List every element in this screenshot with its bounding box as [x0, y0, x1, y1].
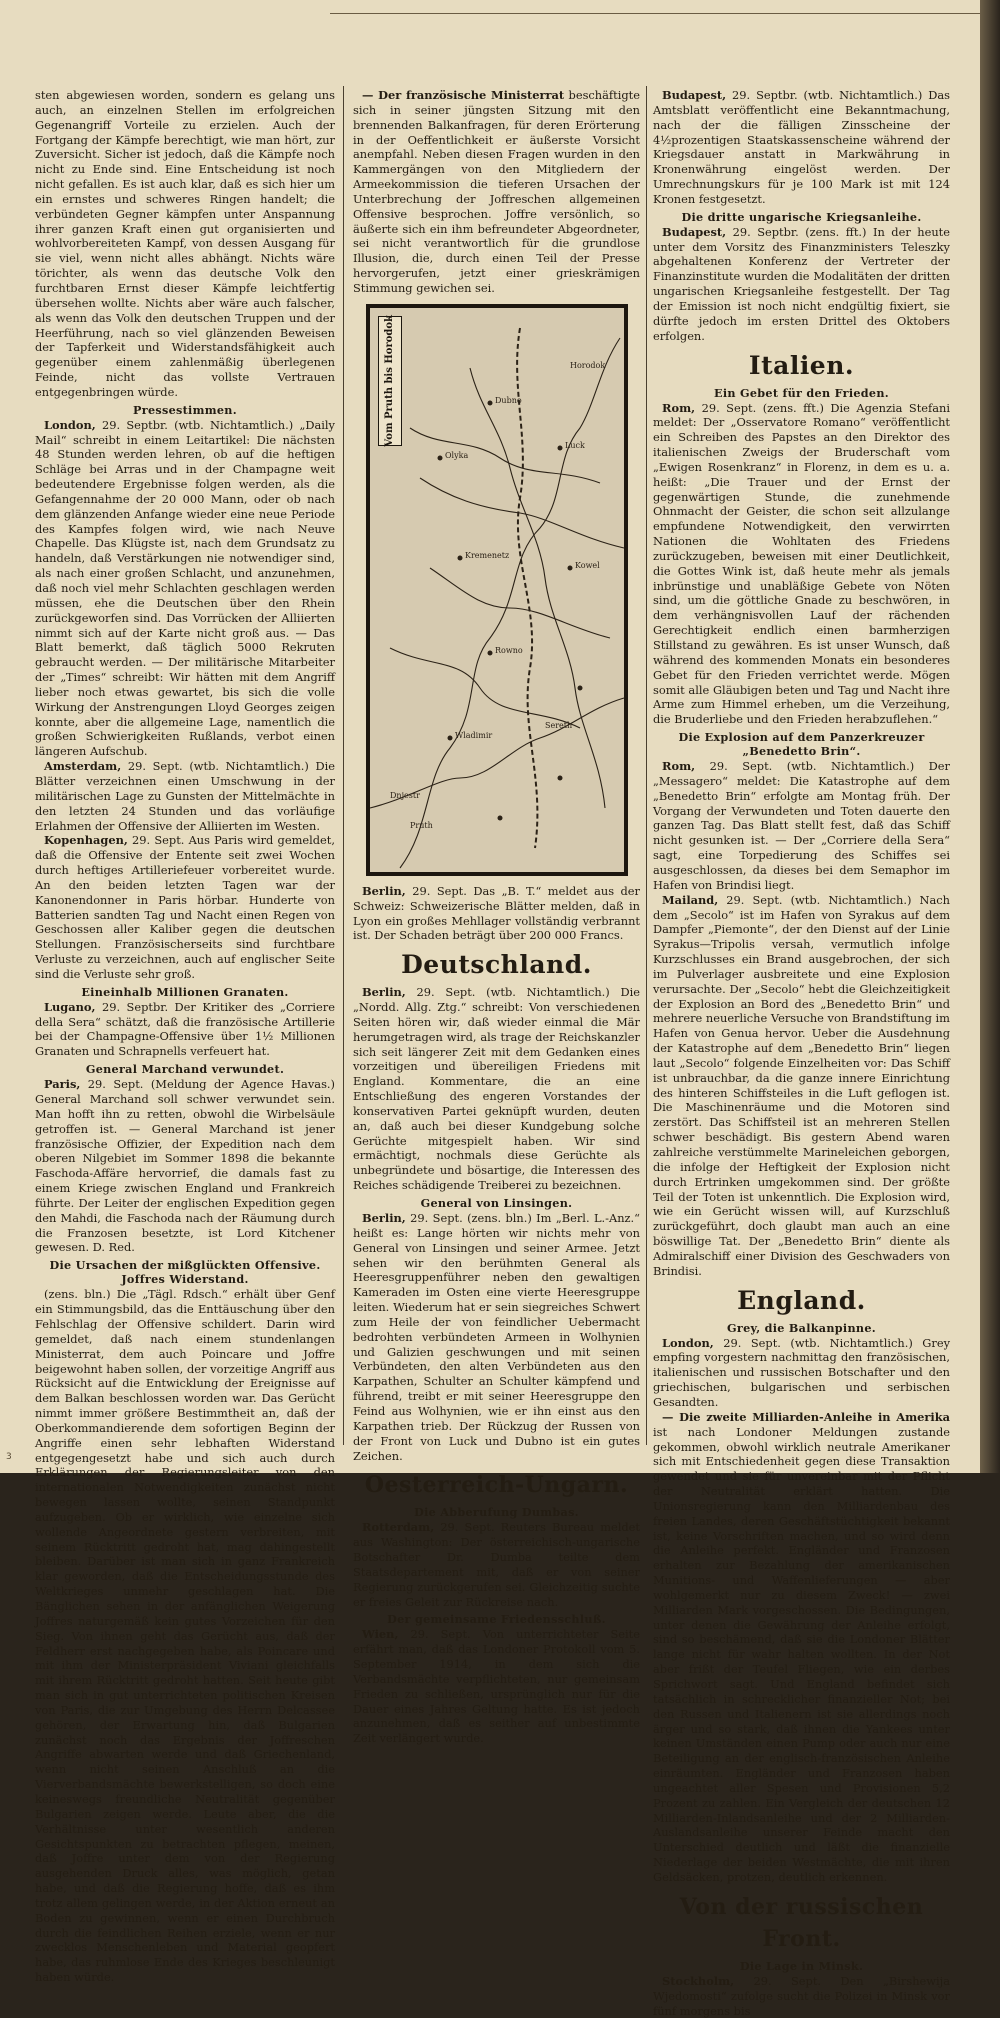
article-paragraph: sten abgewiesen worden, sondern es gelang uns auch, an einzelnen Stellen im erfolgreichen Gegenangriff Vorteile zu erzielen. Auch der Fortgang der Kämpfe berechtigt, wie man hört, zur Zuversicht. Sicher ist jedoch, daß die Kämpfe noch nicht zu Ende sind. Eine Entscheidung ist noch nicht gefallen. Es ist auch klar, daß es sich hier um ein ernstes und schweres Ringen handelt; die verbündeten Gegner kämpfen unter Anspannung ihrer ganzen Kraft einen gut organisierten und wohlvorbereiteten Kampf, von dessen Ausgang für sie viel, wenn nicht alles abhängt. Nichts wäre törichter, als wenn das deutsche Volk den furchtbaren Ernst dieser Kämpfe leichtfertig übersehen wollte. Nichts aber wäre auch falscher, als wenn das Volk den deutschen Truppen und der Heerführung, nach so viel glänzenden Beweisen der Tapferkeit und Widerstandsfähigkeit auch gegenüber einem zahlenmäßig überlegenen Feinde, nicht das vollste Vertrauen entgegenbringen würde.	[35, 88, 335, 399]
column-3	[653, 88, 950, 2018]
section-heading: Die dritte ungarische Kriegsanleihe.	[681, 209, 922, 224]
section-heading: Die Lage in Minsk.	[739, 1958, 864, 1973]
country-heading: Von der russischen Front.	[679, 1893, 924, 1952]
dateline: Amsterdam,	[44, 759, 122, 774]
article-text: 29. Sept. (Meldung der Agence Havas.) General Marchand soll schwer verwundet sein. Man hofft ihn zu retten, obwohl die Wirbelsäule getroffen ist. — General Marchand ist jener französische Offizier, der Expedition nach dem oberen Nilgebiet im Sommer 1898 die bekannte Faschoda-Affäre hervorrief, die damals fast zu einem Kriege zwischen England und Frankreich führte. Der Leiter der englischen Expedition gegen den Mahdi, die Faschoda nach der Räumung durch die Franzosen besetzte, ist Lord Kitchener gewesen. D. Red.	[35, 1077, 335, 1255]
column-rule	[646, 86, 647, 1445]
section-heading: General von Linsingen.	[420, 1196, 573, 1210]
column-1	[35, 88, 335, 1985]
article-text: 29. Sept. Von unterrichteter Seite erfährt man, daß das Londoner Protokoll vom 5. September 1914, in dem sich die Verbandsmächte verpflichteten, nur gemeinsam Frieden zu schließen, ursprünglich nur für die Dauer eines Jahres Geltung hatte. Es ist jedoch anzunehmen, daß es seither auf unbestimmte Zeit verlängert wurde.	[353, 1627, 640, 1746]
map-label: Dubno	[495, 395, 522, 405]
article-text: 29. Sept. (wtb. Nichtamtlich.) Die Blätter verzeichnen einen Umschwung in der militärischen Lage zu Gunsten der Mittelmächte in den letzten 24 Stunden und das vorläufige Erlahmen der Offensive der Alliierten im Westen.	[35, 759, 335, 833]
dateline: Rom,	[662, 400, 696, 415]
section-heading: Der gemeinsame Friedensschluß.	[387, 1612, 606, 1627]
article-paragraph	[35, 759, 335, 833]
dateline: Berlin,	[362, 1211, 406, 1225]
article-paragraph	[35, 1077, 335, 1255]
article-headline: — Der französische Ministerrat	[362, 88, 565, 102]
article-paragraph	[353, 985, 640, 1193]
article-paragraph	[353, 1627, 640, 1746]
dateline: Paris,	[44, 1077, 81, 1092]
article-paragraph	[35, 1000, 335, 1059]
map-figure	[366, 304, 628, 876]
article-text: ist nach Londoner Meldungen zustande gekommen, obwohl wirklich neutrale Amerikaner sich mit Entschiedenheit gegen diese Transaktion gewendet und sie für unvereinbar mit der Pflicht der Neutralität erklärt hatten. Die Unionsregierung kann den Milliardenbau des freien Landes, deren Geschäftstüchtigkeit bekannt ist, keine Vorschriften machen, und so wird denn die Anleihe perfekt. Engländer und Franzosen erhalten zur Bezahlung der amerikanischen Munitions- und Waffenlieferungen — aber wohlgemerkt nur zu diesem Zweck! — zwei Milliarden Mark vorgeschossen. Die Bedingungen, unter denen die Gewährung der Anleihe erfolgt, sind so beschämend, daß sie die Londoner Blätter lange nicht für wahr halten wollten. In der Not aber frißt der Teufel Fliegen, wie ein derbes Sprichwort sagt. Und England befindet sich tatsächlich in schrecklicher finanzieller Not; bei den Russen und Italienern ist sie allerdings noch ärger und so stark, daß ihnen die Yankees unter keinen Umständen einen Pump oder auch nur eine Beteiligung an der englisch-französischen Anleihe einräumten. Engländer und Franzosen haben ungeachtet aller Spesen und Provisionen 5,2 Prozent zu zahlen. Ein Vergleich der deutschen 12 Milliarden-Inlandsanleihe und der 2 Milliarden-Auslandsanleihe unserer Feinde macht den Unterschied deutlich und läßt die finanzielle Niederlage der beiden Westmächte, die mit ihren Geldsäcken, protzen, deutlich erkennen.	[653, 1424, 950, 1884]
section-heading: Die Explosion auf dem Panzerkreuzer „Benedetto Brin“.	[678, 730, 925, 759]
map-label: Wladimir	[455, 730, 493, 740]
article-paragraph	[653, 401, 950, 728]
map-label: Horodok	[570, 360, 606, 370]
map-label: Kremenetz	[465, 550, 510, 560]
article-paragraph: (zens. bln.) Die „Tägl. Rdsch.“ erhält über Genf ein Stimmungsbild, das die Enttäuschung über den Fehlschlag der Offensive schildert. Darin wird gemeldet, daß nach einem stundenlangen Ministerrat, dem auch Poincare und Joffre beigewohnt haben sollen, der vorzeitige Angriff aus Rücksicht auf die Entwicklung der Ereignisse auf dem Balkan beschlossen worden war. Das Gerücht nimmt immer größere Bestimmtheit an, daß der Oberkommandierende dem sofortigen Beginn der Angriffe einen sehr lebhaften Widerstand entgegengesetzt habe und sich auch durch Erklärungen der Regierungsleiter von den internationalen Notwendigkeiten zunächst nicht bewegen lassen wollte, seinen Standpunkt aufzugeben. Ob er wirklich, wie einzelne sich wollende Angeordnete gestern verbreiten, mit seinem Rücktritt gedroht hat, mag dahingestellt bleiben. Darüber ist man sich in ganz Frankreich klar geworden, daß die Entscheidungsstunde des Weltkrieges unmehr geschlagen hat. Die Bänglichen sehen in der anfänglichen Weigerung Joffres naturgemäß kein gutes Vorzeichen für den Sieg. Von ihnen geht das Gerücht aus, daß der Feldherr erst nachgegeben habe, als Poincare und mit ihm der Ministerpräsident Viviani gleichfalls mit ihrem Rücktritt gedroht hatten. Seit heute gibt man sich in gut unterrichteten politischen Kreisen von Paris, die zur Umgebung des Herrn Delcassee gehören, der Erwartung hin, daß Bulgarien zunächst noch das Ergebnis der Joffreschen Angriffe abwarten werde und daß Griechenland, wenn nicht seinen Anschluß an die Vierverbandsmächte bewerkstelligen, so doch eine keineswegs freundliche Neutralität gegenüber Bulgarien zeigen werde. Leute aber, die die Verhältnisse unter wesentlich anderen Gesichtspunkten zu betrachten pflegen, meinen, daß Joffre unter dem von der Regierung ausgehenden Druck alles, was möglich, getan habe, und daß die Regierung hoffe, daß es ihm trotz allem gelingen werde, in der Aktion erneut an Boden zu gewinnen, wenn er einen Durchbruch durch die feindlichen Reihen erziele, wenn er nur zwecklos Menschenleben und Material geopfert habe, das ruhmlose Ende des Krieges beschleunigt haben würde.	[35, 1287, 335, 1985]
map-label: Kowel	[575, 560, 600, 570]
article-paragraph	[653, 1410, 950, 1885]
article-paragraph	[653, 759, 950, 893]
section-heading: Die Abberufung Dumbas.	[414, 1505, 579, 1520]
map-label: Sereth	[545, 720, 573, 730]
page-number: 3	[6, 1452, 12, 1462]
article-paragraph	[353, 1211, 640, 1463]
article-text: 29. Sept. (wtb. Nichtamtlich.) Der „Messagero“ meldet: Die Katastrophe auf dem „Benedetto Brin“ erfolgte am Montag früh. Der Vorgang der Verwundeten und Toten dauerte den ganzen Tag. Das Blatt stellt fest, daß das Schiff nicht gesunken ist. — Der „Corriere della Sera“ sagt, eine Torpedierung des Schiffes sei ausgeschlossen, da dieses bei dem Semaphor im Hafen von Brindisi liegt.	[653, 759, 950, 892]
article-paragraph	[653, 225, 950, 344]
dateline: Wien,	[362, 1627, 399, 1642]
column-rule	[343, 86, 344, 1445]
country-heading: Deutschland.	[401, 950, 592, 980]
article-paragraph	[353, 884, 640, 943]
section-heading: Ein Gebet für den Frieden.	[714, 385, 889, 400]
article-text: 29. Septbr. (zens. fft.) In der heute unter dem Vorsitz des Finanzministers Teleszky abgehaltenen Konferenz der Vertreter der Finanzinstitute wurden die Modalitäten der dritten ungarischen Kriegsanleihe festgestellt. Der Tag der Emission ist noch nicht endgültig fixiert, sie dürfte jedoch im ersten Drittel des Oktobers erfolgen.	[653, 224, 950, 343]
article-text: 29. Sept. (wtb. Nichtamtlich.) Die „Nordd. Allg. Ztg.“ schreibt: Von verschiedenen Seiten hören wir, daß wieder einmal die Mär herumgetragen wird, als trage der Reichskanzler sich seit längerer Zeit mit dem Gedanken eines vorzeitigen und übereiligen Friedens mit England. Kommentare, die an eine Entschließung des engeren Vorstandes der konservativen Partei geknüpft wurden, deuten an, daß auch bei dieser Kundgebung solche Gerüchte mitgespielt haben. Wir sind ermächtigt, nochmals diese Gerüchte als unbegründete und bösartige, die Interessen des Reiches schädigende Treiberei zu bezeichnen.	[353, 985, 640, 1193]
article-text: 29. Sept. Den „Birshewija Wjedomosti“ zufolge sucht die Polizei in Minsk vor fünf morgens bis	[653, 1973, 950, 2018]
country-heading: Oesterreich-Ungarn.	[364, 1472, 629, 1499]
map-drawing	[370, 308, 624, 872]
map-title: Vom Pruth bis Horodok	[383, 315, 395, 447]
dateline: Lugano,	[44, 999, 96, 1014]
dateline: Rotterdam,	[362, 1520, 435, 1535]
article-paragraph	[35, 833, 335, 981]
header-rule	[330, 0, 980, 14]
article-text: 29. Sept. (zens. bln.) Im „Berl. L.-Anz.“ heißt es: Lange hörten wir nichts mehr von General von Linsingen und seiner Armee. Jetzt sehen wir den berühmten General als Heeresgruppenführer neben den gewaltigen Kameraden im Osten eine vierte Heeresgruppe leiten. Wiederum hat er sein siegreiches Schwert zum Heile der von feindlicher Uebermacht bedrohten verbündeten Armeen in Wolhynien und Galizien geschwungen und mit seinen Verbündeten, den alten Verbündeten aus den Karpathen, Schulter an Schulter kämpfend und führend, treibt er mit seiner Heeresgruppe den Feind aus Wolhynien, wie er ihn einst aus den Karpathen trieb. Der Rückzug der Russen von der Front von Luck und Dubno ist ein gutes Zeichen.	[353, 1211, 640, 1463]
article-paragraph	[653, 1336, 950, 1410]
article-text: 29. Sept. Reuters Bureau meldet aus Washington: Der österreichisch-ungarische Botschafter Dr. Dumba teilte dem Staatsdepartement mit, daß er von seiner Regierung zurückgerufen sei. Gleichzeitig suchte er freies Geleit zur Rückreise nach.	[353, 1520, 640, 1609]
dateline: Budapest,	[662, 88, 727, 102]
article-paragraph	[35, 418, 335, 759]
article-text: 29. Septbr. Der Kritiker des „Corriere della Sera“ schätzt, daß die französische Artillerie bei der Champagne-Offensive über 1½ Millionen Granaten und Schrapnells verfeuert hat.	[35, 999, 335, 1059]
map-label: Rowno	[495, 645, 523, 655]
dateline: Berlin,	[362, 883, 406, 898]
article-text: 29. Septbr. (wtb. Nichtamtlich.) „Daily Mail“ schreibt in einem Leitartikel: Die nächsten 48 Stunden werden lehren, ob auf die heftigen Schläge bei Arras und in der Champagne weit bedeutendere Ergebnisse folgen werden, als die Gefangennahme der 20 000 Mann, oder ob nach dem glänzenden Anfange wieder eine neue Periode des Kampfes folgen wird, wie nach Neuve Chapelle. Das Klügste ist, nach dem Grundsatz zu handeln, daß Verstärkungen nie notwendiger sind, als nach einer großen Schlacht, und anzunehmen, daß noch viel mehr Schlachten geschlagen werden müssen, ehe die Deutschen über den Rhein zurückgeworfen sind. Das Vorrücken der Alliierten nimmt sich auf der Karte nicht groß aus. — Das Blatt bemerkt, daß täglich 5000 Rekruten gebraucht werden. — Der militärische Mitarbeiter der „Times“ schreibt: Wir hätten mit dem Angriff lieber noch etwas gewartet, bis sich die volle Wirkung der Anstrengungen Lloyd Georges zeigen konnte, aber die allgemeine Lage, namentlich die großen Schwierigkeiten Rußlands, verbot einen längeren Aufschub.	[35, 417, 335, 759]
article-headline: — Die zweite Milliarden-Anleihe in Amerika	[662, 1409, 950, 1424]
dateline: Budapest,	[662, 224, 727, 239]
dateline: Mailand,	[662, 892, 719, 907]
dateline: Rom,	[662, 759, 696, 774]
section-heading: Eineinhalb Millionen Granaten.	[81, 984, 289, 999]
country-heading: England.	[737, 1285, 866, 1315]
article-text: 29. Sept. Aus Paris wird gemeldet, daß die Offensive der Entente seit zwei Wochen durch heftiges Artilleriefeuer vorbereitet wurde. An den beiden letzten Tagen war der Kanonendonner in Paris hörbar. Hunderte von Batterien sandten Tag und Nacht einen Regen von Geschossen aller Kaliber gegen die deutschen Stellungen. Französischerseits sind furchtbare Verluste zu verzeichnen, auch auf englischer Seite sind die Verluste sehr groß.	[35, 833, 335, 981]
article-paragraph	[653, 88, 950, 207]
section-heading: General Marchand verwundet.	[85, 1062, 285, 1077]
article-text: 29. Sept. (zens. fft.) Die Agenzia Stefani meldet: Der „Osservatore Romano“ veröffentlicht ein Schreiben des Papstes an den Direktor des italienischen Zweigs der Bruderschaft vom „Ewigen Rosenkranz“ in Florenz, in dem es u. a. heißt: „Die Trauer und der Ernst der gegenwärtigen Stunde, die zunehmende Ohnmacht der Geister, die schon seit allzulange empfundene Notwendigkeit, den verwirrten Nationen die Wohltaten des Friedens zurückzugeben, beweisen mit einer Deutlichkeit, die Gottes Wink ist, daß heute mehr als jemals inbrünstige und unabläßige Gebete von Nöten sind, um die göttliche Gnade zu beschwören, in dem verhängnisvollen Lauf der rächenden Gerechtigkeit endlich einen barmherzigen Stillstand zu gewähren. Es ist unser Wunsch, daß während des kommenden Monats ein besonderes Gebet für den Frieden verrichtet werde. Mögen somit alle Gläubigen beten und Tag und Nacht ihre Arme zum Himmel erheben, um die Verzeihung, die Bruderliebe und den Frieden herabzuflehen.“	[653, 400, 950, 727]
column-2	[353, 88, 640, 1746]
map-label: Luck	[565, 440, 585, 450]
map-label: Pruth	[410, 820, 433, 830]
article-text: 29. Sept. Das „B. T.“ meldet aus der Schweiz: Schweizerische Blätter melden, daß in Lyon ein großes Mehllager vollständig verbrannt ist. Der Schaden beträgt über 200 000 Francs.	[353, 883, 640, 943]
map-label: Olyka	[445, 450, 469, 460]
map-label: Dnjestr	[390, 790, 420, 800]
article-paragraph	[653, 1974, 950, 2018]
article-text: 29. Sept. (wtb. Nichtamtlich.) Nach dem „Secolo“ ist im Hafen von Syrakus auf dem Dampfer „Piemonte“, der den Dienst auf der Linie Syrakus—Tripolis versah, vermutlich infolge Kurzschlusses ein Brand ausgebrochen, der sich im Pulverlager ausbreitete und eine Explosion verursachte. Der „Secolo“ hebt die Gleichzeitigkeit der Explosion an Bord des „Benedetto Brin“ und mehrere neuerliche Versuche von Brandstiftung im Hafen von Genua hervor. Ueber die Ausdehnung der Katastrophe auf dem „Benedetto Brin“ liegen laut „Secolo“ folgende Einzelheiten vor: Das Schiff ist unbrauchbar, da die ganze innere Einrichtung des hinteren Schiffsteiles in die Luft geflogen ist. Die Maschinenräume und die Motoren sind zerstört. Das Schiffsteil ist an mehreren Stellen schwer beschädigt. Bis gestern Abend waren zahlreiche verstümmelte Marineleichen geborgen, die infolge der Heftigkeit der Explosion nicht durch Ertrinken umgekommen sind. Der größte Teil der Toten ist unkenntlich. Die Explosion wird, wie ein Gerücht wissen will, auf Kurzschluß zurückgeführt, doch glaubt man auch an eine böswillige Tat. Der „Benedetto Brin“ diente als Admiralschiff einer Division des Geschwaders von Brindisi.	[653, 892, 950, 1278]
dateline: Kopenhagen,	[44, 833, 128, 848]
section-heading: Grey, die Balkanpinne.	[727, 1320, 876, 1335]
map-title-box	[378, 316, 402, 446]
dateline: London,	[44, 417, 96, 432]
dateline: Stockholm,	[662, 1973, 735, 1988]
article-text: beschäftigte sich in seiner jüngsten Sitzung mit den brennenden Balkanfragen, für deren Erörterung in der Oeffentlichkeit er äußerste Vorsicht anempfahl. Neben diesen Fragen wurden in den Kammergängen von den Mitgliedern der Armeekommission die tieferen Ursachen der Unterbrechung der Joffreschen allgemeinen Offensive besprochen. Joffre versönlich, so äußerte sich ein ihm befreundeter Abgeordneter, sei nicht verantwortlich für die grundlose Illusion, die, durch einen Teil der Presse hervorgerufen, jetzt einer grieskrämigen Stimmung gewichen sei.	[353, 88, 640, 295]
section-heading: Pressestimmen.	[133, 402, 237, 417]
page-edge	[980, 0, 1000, 1473]
article-paragraph	[653, 893, 950, 1279]
country-heading: Italien.	[748, 350, 855, 380]
section-heading: Die Ursachen der mißglückten Offensive. Joffres Widerstand.	[49, 1258, 321, 1287]
dateline: Berlin,	[362, 985, 406, 1000]
article-paragraph	[353, 1520, 640, 1609]
article-text: 29. Septbr. (wtb. Nichtamtlich.) Das Amtsblatt veröffentlicht eine Bekanntmachung, nach der die fälligen Zinsscheine der 4½prozentigen Staatskassenscheine während der Kriegsdauer anstatt in Markwährung in Kronenwährung eingelöst werden. Der Umrechnungskurs für je 100 Mark ist mit 124 Kronen festgesetzt.	[653, 88, 950, 206]
article-paragraph	[353, 88, 640, 296]
dateline: London,	[662, 1335, 714, 1350]
article-text: 29. Sept. (wtb. Nichtamtlich.) Grey empfing vorgestern nachmittag den französischen, italienischen und russischen Botschafter und den griechischen, bulgarischen und serbischen Gesandten.	[653, 1335, 950, 1409]
